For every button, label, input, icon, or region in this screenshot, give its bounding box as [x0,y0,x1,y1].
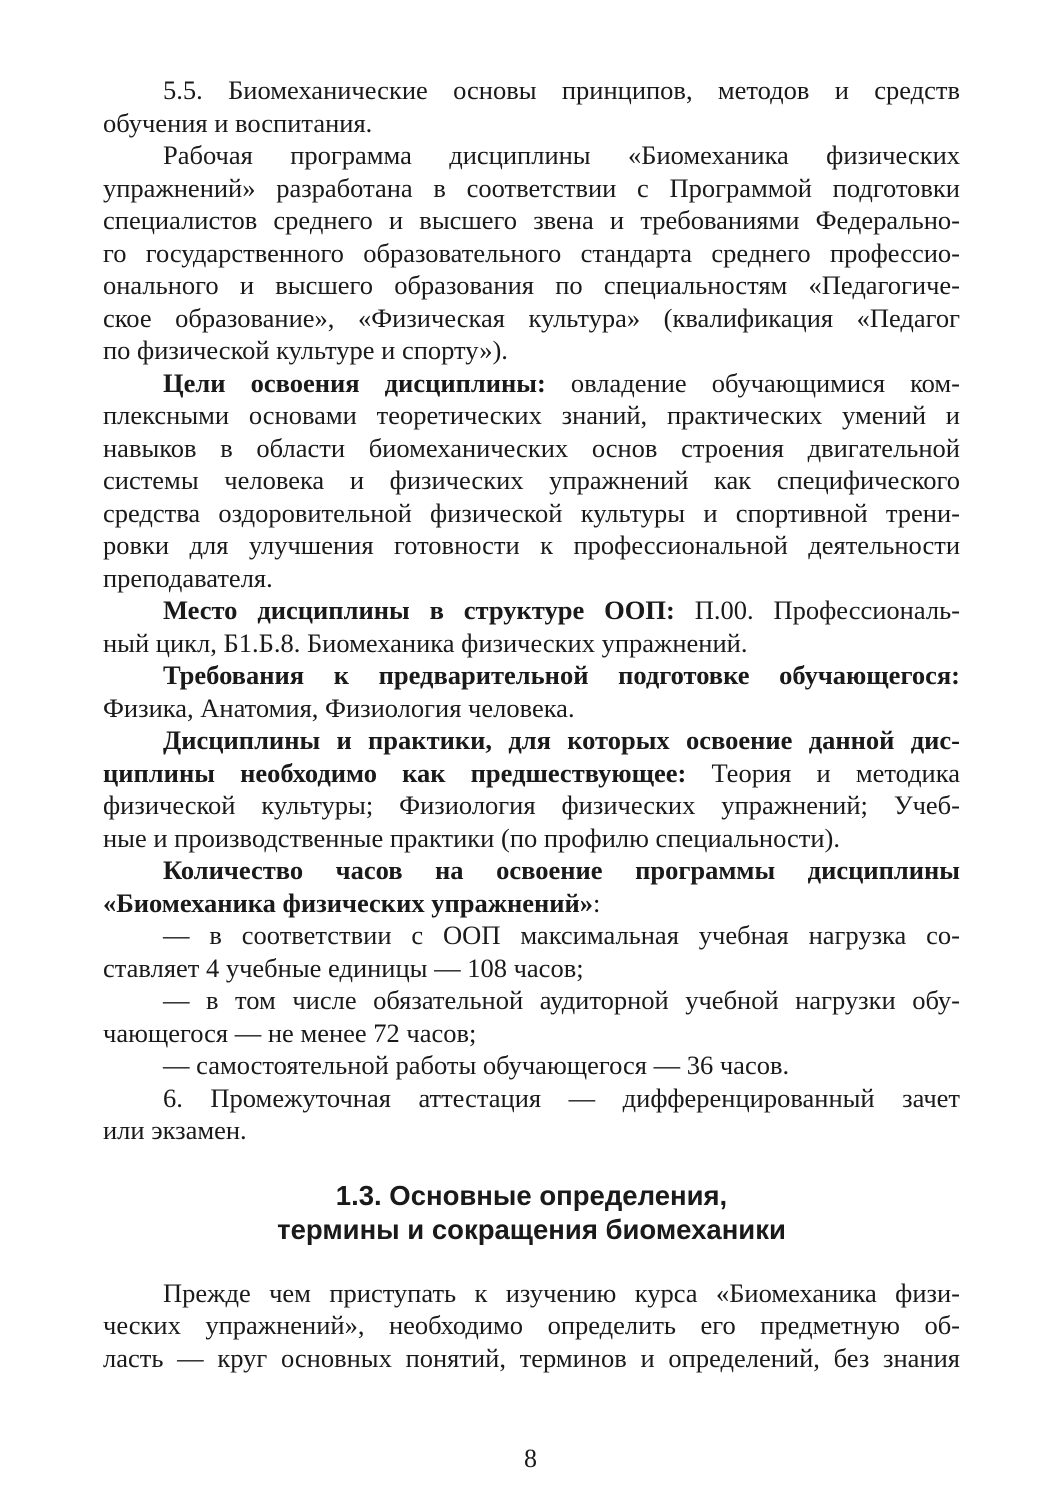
text-line: обучения и воспитания. [103,107,373,138]
text-line [103,887,960,920]
text-line: ный цикл, Б1.Б.8. Биомеханика физических упражнений. [103,627,748,658]
text-line: ные и производственные практики (по профилю специальности). [103,822,840,853]
text-line: Рабочая программа дисциплины «Биомеханика физических [163,140,960,170]
list-item-hours-self [103,1049,960,1082]
text-line: или экзамен. [103,1115,247,1145]
text-line: чающегося — не менее 72 часов; [103,1017,477,1048]
hours-label-2: «Биомеханика физических упражнений» [103,887,594,918]
place-first-line: П.00. Профессиональ- [674,595,960,625]
text-line: упражнений» разработана в соответствии с Программой подготовки [103,172,960,203]
paragraph-hours [103,854,960,919]
page-number: 8 [524,1444,537,1473]
text-line: преподавателя. [103,562,273,593]
text-line: 5.5. Биомеханические основы принципов, методов и средств [163,75,960,105]
paragraph-attestation [103,1082,960,1147]
text-line: ческих упражнений», необходимо определить его предметную об- [103,1310,960,1340]
paragraph-requirements [103,659,960,724]
text-line: навыков в области биомеханических основ строения двигательной [103,432,960,463]
text-line: плексными основами теоретических знаний, практических умений и [103,400,960,430]
hours-label-1: Количество часов на освоение программы дисциплины [163,855,960,885]
text-line: — самостоятельной работы обучающегося — 36 часов. [163,1050,790,1080]
paragraph-principles [103,74,960,139]
text-line: ское образование», «Физическая культура» (квалификация «Педагог [103,302,960,333]
text-line: ровки для улучшения готовности к профессиональной деятельности [103,530,960,560]
text-line [103,367,960,400]
section-title-line-2: термины и сокращения биомеханики [277,1213,786,1245]
section-heading [103,1179,960,1247]
goals-first-line: овладение обучающимися ком- [545,367,960,398]
text-line: средства оздоровительной физической культуры и спортивной трени- [103,497,960,528]
text-line: — в соответствии с ООП максимальная учебная нагрузка со- [163,920,960,950]
paragraph-goals [103,367,960,595]
disciplines-label-1: Дисциплины и практики, для которых освоение данной дис- [163,725,960,755]
text-line: физической культуры; Физиология физических упражнений; Учеб- [103,790,960,820]
list-item-hours-classroom [103,984,960,1049]
text-line: Физика, Анатомия, Физиология человека. [103,692,575,723]
disciplines-label-2: циплины необходимо как предшествующее: [103,757,687,788]
text-line [103,757,960,790]
paragraph-intro [103,1277,960,1375]
paragraph-work-program [103,139,960,367]
text-line: по физической культуре и спорту»). [103,335,508,365]
text-line: ставляет 4 учебные единицы — 108 часов; [103,952,584,983]
place-label: Место дисциплины в структуре ООП: [163,595,675,625]
text-line: ласть — круг основных понятий, терминов и определений, без знания [103,1342,960,1373]
text-line: — в том числе обязательной аудиторной учебной нагрузки обу- [163,985,960,1015]
text-line: го государственного образовательного стандарта среднего профессио- [103,237,960,268]
section-title-line-1: 1.3. Основные определения, [335,1179,728,1211]
text-line: онального и высшего образования по специальностям «Педагогиче- [103,270,960,300]
text-line [103,659,960,692]
text-line [103,724,960,757]
paragraph-place [103,594,960,659]
page-body [103,74,960,1374]
paragraph-disciplines [103,724,960,854]
goals-label: Цели освоения дисциплины: [163,367,546,398]
list-item-hours-total [103,919,960,984]
hours-colon: : [593,887,601,918]
text-line: 6. Промежуточная аттестация — дифференцированный зачет [163,1082,960,1113]
text-line: Прежде чем приступать к изучению курса «Биомеханика физи- [163,1277,960,1308]
text-line [103,594,960,627]
text-line: системы человека и физических упражнений как специфического [103,465,960,495]
text-line: специалистов среднего и высшего звена и требованиями Федерально- [103,205,960,235]
requirements-label: Требования к предварительной подготовке обучающегося: [163,660,960,690]
text-line [103,854,960,887]
disciplines-rest: Теория и методика [686,757,960,788]
